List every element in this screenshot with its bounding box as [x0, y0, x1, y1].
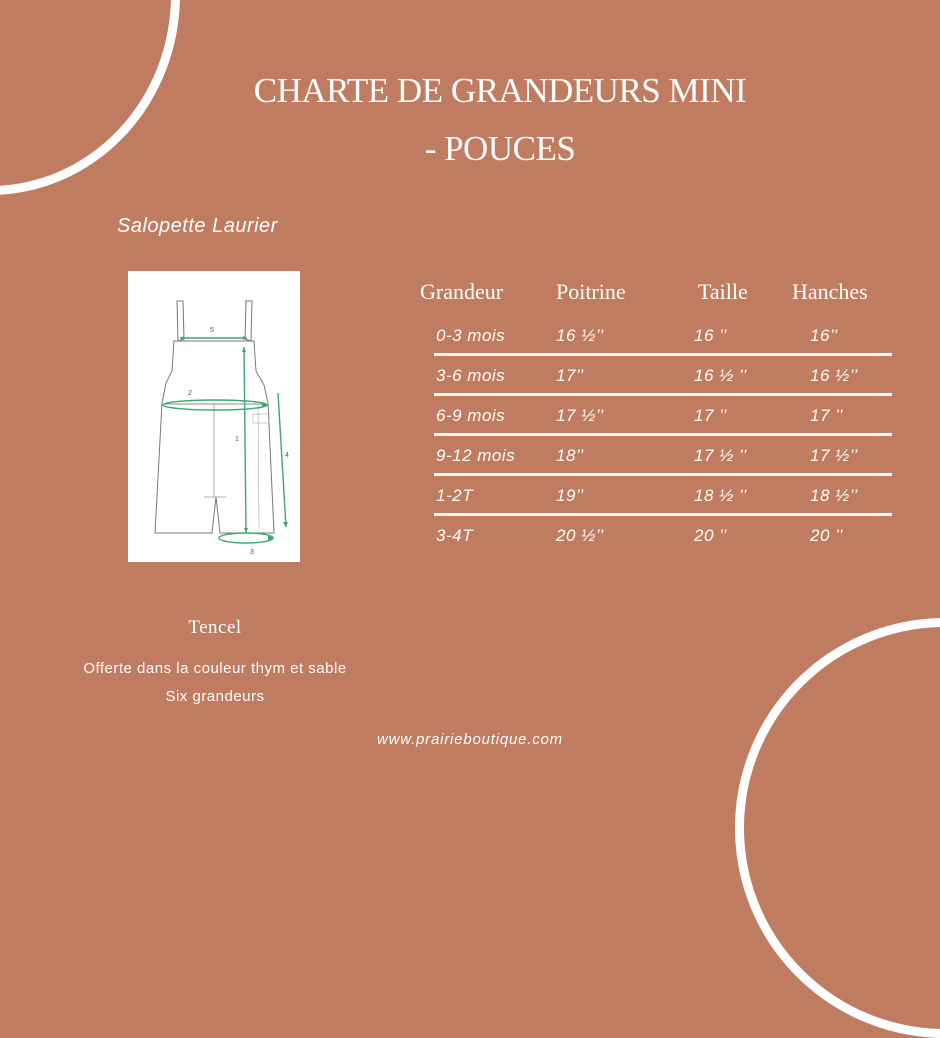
cell-hips: 16 ½’’	[810, 366, 858, 385]
product-name: Salopette Laurier	[117, 215, 278, 237]
cell-hips: 16’’	[810, 326, 838, 345]
cell-hips: 18 ½’’	[810, 486, 858, 505]
cell-waist: 16 ½ ’’	[694, 366, 747, 385]
cell-size: 3-6 mois	[436, 366, 506, 385]
cell-waist: 17 ’’	[694, 406, 728, 425]
cell-chest: 16 ½’’	[556, 326, 604, 345]
header-taille: Taille	[698, 279, 748, 304]
header-poitrine: Poitrine	[556, 279, 626, 304]
cell-waist: 16 ’’	[694, 326, 728, 345]
table-row	[412, 396, 892, 436]
table-header	[412, 268, 892, 316]
title-line-1: CHARTE DE GRANDEURS MINI	[253, 71, 747, 110]
diagram-label-2: 2	[188, 390, 192, 397]
header-hanches: Hanches	[792, 279, 868, 304]
overalls-illustration	[128, 271, 300, 562]
cell-hips: 17 ’’	[810, 406, 844, 425]
table-row	[412, 356, 892, 396]
table-row	[412, 476, 892, 516]
diagram-label-3: 3	[250, 549, 254, 556]
table-row	[412, 516, 892, 556]
diagram-label-1: 1	[235, 436, 239, 443]
decorative-circle-bottom-right	[735, 618, 940, 1038]
cell-size: 6-9 mois	[436, 406, 506, 425]
diagram-label-5: 5	[210, 327, 214, 334]
cell-chest: 20 ½’’	[556, 526, 604, 545]
cell-chest: 17’’	[556, 366, 584, 385]
size-chart-table	[412, 268, 892, 556]
cell-waist: 20 ’’	[694, 526, 728, 545]
cell-chest: 19’’	[556, 486, 584, 505]
cell-size: 9-12 mois	[436, 446, 516, 465]
cell-size: 0-3 mois	[436, 326, 506, 345]
cell-chest: 18’’	[556, 446, 584, 465]
fabric-name: Tencel	[188, 617, 242, 638]
cell-hips: 20 ’’	[810, 526, 844, 545]
cell-chest: 17 ½’’	[556, 406, 604, 425]
cell-hips: 17 ½’’	[810, 446, 858, 465]
sizes-info: Six grandeurs	[165, 688, 265, 705]
title-line-2: - POUCES	[424, 129, 576, 168]
diagram-label-4: 4	[285, 452, 289, 459]
decorative-circle-top-left	[0, 0, 180, 195]
header-grandeur: Grandeur	[420, 279, 504, 304]
cell-size: 1-2T	[436, 486, 473, 505]
color-info: Offerte dans la couleur thym et sable	[83, 660, 347, 677]
table-row	[412, 316, 892, 356]
website-link[interactable]: www.prairieboutique.com	[377, 731, 563, 748]
page-title	[200, 62, 800, 178]
table-row	[412, 436, 892, 476]
cell-waist: 17 ½ ’’	[694, 446, 747, 465]
overalls-measurement-diagram	[128, 271, 300, 562]
cell-size: 3-4T	[436, 526, 473, 545]
cell-waist: 18 ½ ’’	[694, 486, 747, 505]
